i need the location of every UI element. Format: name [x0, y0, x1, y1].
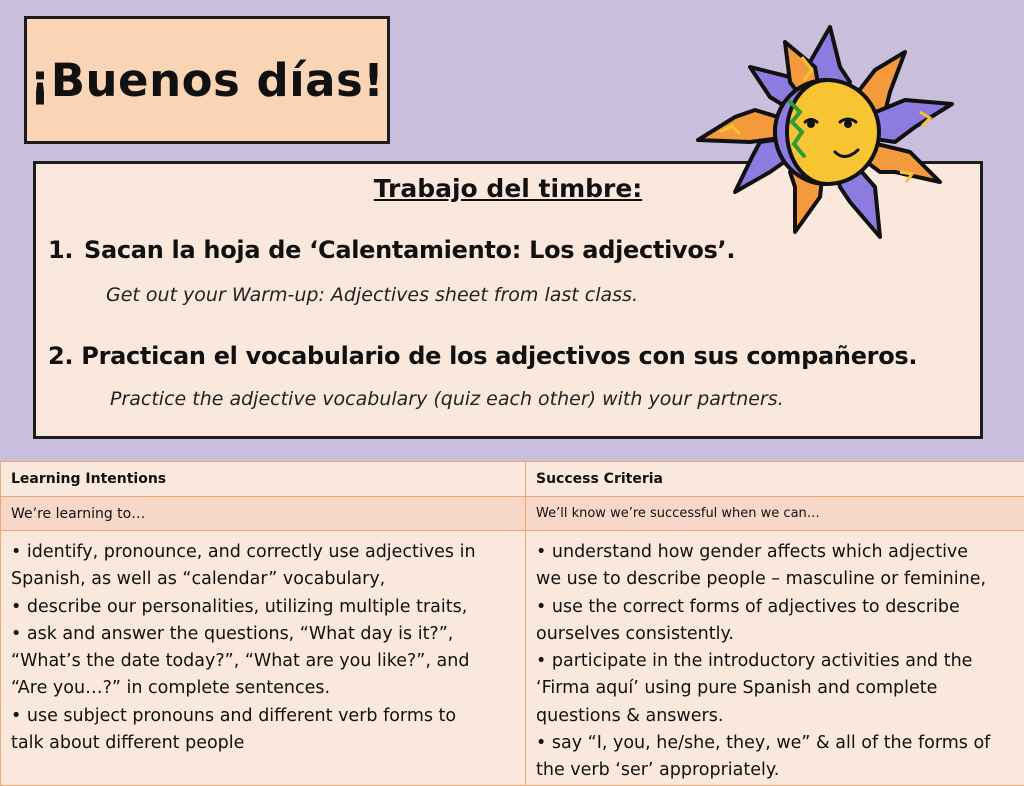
bell-work-item-2 — [48, 342, 917, 370]
bell-work-heading: Trabajo del timbre: — [36, 174, 980, 203]
criteria-line: the verb ‘ser’ appropriately. — [536, 757, 1014, 784]
criteria-line: questions & answers. — [536, 703, 1014, 730]
bell-work-item-1 — [48, 236, 735, 264]
subheader-success: We’ll know we’re successful when we can… — [526, 497, 1024, 531]
page-title: ¡Buenos días! — [30, 54, 385, 107]
intention-line: • ask and answer the questions, “What day is it?”, — [11, 621, 515, 648]
item-2-english: Practice the adjective vocabulary (quiz each other) with your partners. — [110, 388, 784, 410]
table-header-row — [1, 462, 1024, 497]
intention-line: • describe our personalities, utilizing multiple traits, — [11, 594, 515, 621]
criteria-line: we use to describe people – masculine or feminine, — [536, 566, 1014, 593]
intentions-cell — [1, 531, 526, 786]
criteria-line: • participate in the introductory activities and the — [536, 648, 1014, 675]
criteria-line: • understand how gender affects which adjective — [536, 539, 1014, 566]
item-2-spanish: Practican el vocabulario de los adjectivos con sus compañeros. — [81, 342, 917, 370]
learning-table — [0, 461, 1024, 786]
criteria-line: ourselves consistently. — [536, 621, 1014, 648]
table-subheader-row — [1, 497, 1024, 531]
intention-line: • use subject pronouns and different verb forms to — [11, 703, 515, 730]
intention-line: “Are you…?” in complete sentences. — [11, 675, 515, 702]
item-1-english: Get out your Warm-up: Adjectives sheet from last class. — [106, 284, 638, 306]
item-1-number: 1. — [48, 236, 84, 264]
intention-line: “What’s the date today?”, “What are you like?”, and — [11, 648, 515, 675]
criteria-line: • use the correct forms of adjectives to describe — [536, 594, 1014, 621]
header-success-criteria: Success Criteria — [526, 462, 1024, 497]
criteria-cell — [526, 531, 1024, 786]
criteria-line: ‘Firma aquí’ using pure Spanish and complete — [536, 675, 1014, 702]
table-body-row — [1, 531, 1024, 786]
item-1-spanish: Sacan la hoja de ‘Calentamiento: Los adjectivos’. — [84, 236, 735, 264]
item-2-number: 2. — [48, 342, 73, 370]
title-box — [24, 16, 390, 144]
criteria-line: • say “I, you, he/she, they, we” & all of the forms of — [536, 730, 1014, 757]
intention-line: talk about different people — [11, 730, 515, 757]
subheader-learning: We’re learning to… — [1, 497, 526, 531]
intention-line: Spanish, as well as “calendar” vocabulary, — [11, 566, 515, 593]
header-learning-intentions: Learning Intentions — [1, 462, 526, 497]
sun-moon-icon — [690, 22, 964, 248]
intention-line: • identify, pronounce, and correctly use adjectives in — [11, 539, 515, 566]
